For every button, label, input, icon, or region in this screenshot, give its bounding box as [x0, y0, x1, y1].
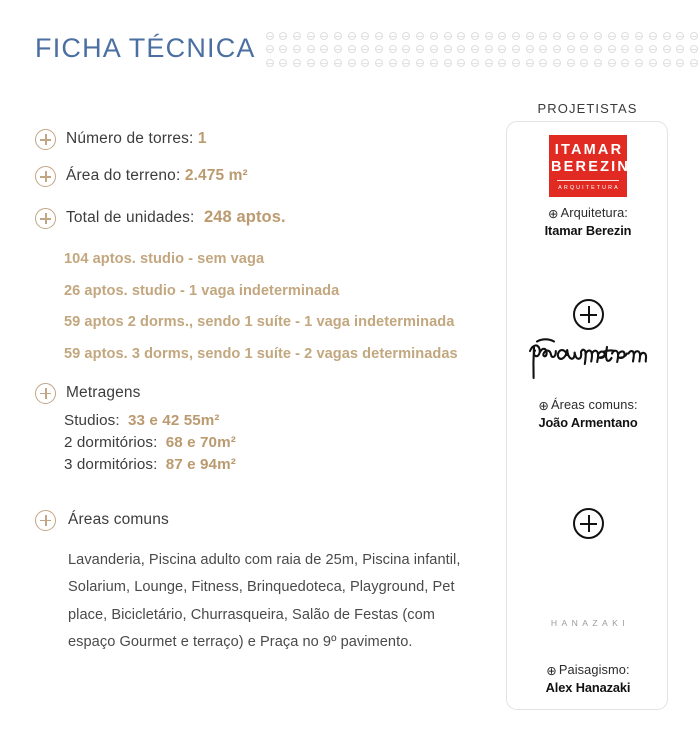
circled-plus-dot-icon	[593, 44, 607, 58]
circled-plus-dot-icon	[538, 57, 552, 71]
circled-plus-dot-icon	[579, 30, 593, 44]
circled-plus-dot-icon	[305, 57, 319, 71]
fact-label: Área do terreno:	[66, 167, 185, 184]
circled-plus-dot-icon	[305, 30, 319, 44]
projetistas-card	[506, 121, 668, 710]
circled-plus-dot-icon	[593, 30, 607, 44]
fact-value: 2.475 m²	[184, 167, 248, 184]
circled-plus-pattern-icon	[264, 30, 700, 72]
circled-plus-dot-icon	[278, 30, 292, 44]
circled-plus-dot-icon	[497, 44, 511, 58]
circled-plus-dot-icon	[456, 57, 470, 71]
circled-plus-dot-icon	[606, 44, 620, 58]
projetista-role	[507, 662, 669, 678]
circled-plus-dot-icon	[332, 57, 346, 71]
circled-plus-dot-icon	[606, 30, 620, 44]
metragens-heading-row	[0, 382, 500, 410]
page-header	[0, 0, 700, 100]
circled-plus-dot-icon	[483, 30, 497, 44]
circled-plus-dot-icon	[291, 44, 305, 58]
circled-plus-dot-icon	[634, 44, 648, 58]
circled-plus-dot-icon	[620, 44, 634, 58]
circled-plus-dot-icon	[428, 44, 442, 58]
plus-circle-icon	[35, 208, 56, 229]
circled-plus-dot-icon	[647, 44, 661, 58]
projetista-name: João Armentano	[538, 415, 638, 430]
areas-comuns-section	[0, 509, 500, 657]
circled-plus-dot-icon	[565, 57, 579, 71]
circled-plus-dot-icon	[401, 30, 415, 44]
fact-label: Total de unidades:	[66, 209, 199, 226]
projetistas-title: PROJETISTAS	[537, 101, 638, 116]
circled-plus-icon: ⊕	[546, 664, 557, 678]
circled-plus-dot-icon	[497, 30, 511, 44]
fact-row-total-de-unidades	[0, 207, 500, 235]
circled-plus-dot-icon	[374, 44, 388, 58]
circled-plus-dot-icon	[387, 57, 401, 71]
metragem-row-2-dormitorios	[0, 434, 500, 451]
fact-row-numero-de-torres	[0, 128, 500, 156]
circled-plus-dot-icon	[319, 30, 333, 44]
metragem-label: 2 dormitórios:	[64, 433, 162, 451]
metragem-label: 3 dormitórios:	[64, 455, 162, 473]
circled-plus-dot-icon	[620, 30, 634, 44]
circled-plus-dot-icon	[415, 44, 429, 58]
circled-plus-dot-icon	[360, 30, 374, 44]
circled-plus-dot-icon	[332, 44, 346, 58]
circled-plus-dot-icon	[319, 44, 333, 58]
projetista-entry-arquitetura	[507, 138, 669, 238]
circled-plus-dot-icon	[510, 30, 524, 44]
section-heading: Metragens	[66, 383, 141, 401]
circled-plus-dot-icon	[387, 44, 401, 58]
circled-plus-dot-icon	[278, 44, 292, 58]
unit-breakdown-list	[0, 251, 500, 362]
circled-plus-dot-icon	[675, 44, 689, 58]
circled-plus-dot-icon	[593, 57, 607, 71]
circled-plus-dot-icon	[278, 57, 292, 71]
metragem-row-studios	[0, 412, 500, 429]
circled-plus-icon: ⊕	[538, 399, 549, 413]
projetista-role-label: Arquitetura:	[560, 205, 628, 220]
circled-plus-dot-icon	[634, 30, 648, 44]
areas-comuns-body: Lavanderia, Piscina adulto com raia de 25m, Piscina infantil, Solarium, Lounge, Fitness, Brinquedoteca, Playground, Pet place, Bicicletário, Churrasqueira, Salão de Festas (com espaço Gourmet e terraço) e Praça no 9º pavimento.	[68, 551, 461, 650]
hanazaki-logo-text: HANAZAKI	[550, 618, 630, 628]
circled-plus-dot-icon	[415, 30, 429, 44]
metragem-value: 33 e 42 55m²	[128, 411, 220, 429]
page-title: FICHA TÉCNICA	[35, 33, 256, 63]
plus-circle-divider-icon	[573, 508, 604, 539]
circled-plus-dot-icon	[551, 44, 565, 58]
list-item: 59 aptos 2 dorms., sendo 1 suíte - 1 vaga indeterminada	[64, 314, 455, 330]
circled-plus-dot-icon	[374, 57, 388, 71]
circled-plus-dot-icon	[442, 30, 456, 44]
logo-subtitle: ARQUITETURA	[558, 185, 620, 191]
projetista-role-label: Áreas comuns:	[550, 397, 638, 412]
circled-plus-dot-icon	[538, 44, 552, 58]
circled-plus-dot-icon	[415, 57, 429, 71]
projetista-role	[507, 397, 669, 413]
fact-row-area-do-terreno	[0, 165, 500, 193]
circled-plus-dot-icon	[456, 44, 470, 58]
circled-plus-dot-icon	[661, 44, 675, 58]
circled-plus-dot-icon	[688, 57, 700, 71]
circled-plus-dot-icon	[346, 57, 360, 71]
section-heading: Áreas comuns	[68, 510, 169, 528]
projetista-role	[507, 205, 669, 221]
circled-plus-dot-icon	[428, 57, 442, 71]
metragem-label: Studios:	[64, 411, 124, 429]
circled-plus-dot-icon	[688, 30, 700, 44]
plus-circle-icon	[35, 129, 56, 150]
circled-plus-dot-icon	[524, 30, 538, 44]
circled-plus-dot-icon	[510, 57, 524, 71]
circled-plus-dot-icon	[483, 44, 497, 58]
circled-plus-dot-icon	[442, 57, 456, 71]
circled-plus-icon: ⊕	[548, 207, 559, 221]
circled-plus-dot-icon	[374, 30, 388, 44]
circled-plus-dot-icon	[332, 30, 346, 44]
circled-plus-dot-icon	[456, 30, 470, 44]
circled-plus-dot-icon	[524, 44, 538, 58]
circled-plus-dot-icon	[401, 44, 415, 58]
circled-plus-dot-icon	[647, 57, 661, 71]
circled-plus-dot-icon	[497, 57, 511, 71]
circled-plus-dot-icon	[675, 57, 689, 71]
hanazaki-logo	[507, 595, 669, 651]
areas-comuns-heading-row	[0, 509, 500, 537]
circled-plus-dot-icon	[579, 57, 593, 71]
circled-plus-dot-icon	[319, 57, 333, 71]
circled-plus-dot-icon	[264, 30, 278, 44]
projetista-name: Itamar Berezin	[544, 223, 632, 238]
spacer	[507, 539, 669, 595]
joao-armentano-signature	[507, 330, 669, 386]
list-item: 104 aptos. studio - sem vaga	[64, 251, 265, 267]
metragem-row-3-dormitorios	[0, 456, 500, 473]
circled-plus-dot-icon	[661, 57, 675, 71]
circled-plus-dot-icon	[469, 44, 483, 58]
itamar-berezin-logo	[507, 138, 669, 194]
metragem-value: 68 e 70m²	[165, 433, 236, 451]
circled-plus-dot-icon	[524, 57, 538, 71]
circled-plus-dot-icon	[469, 30, 483, 44]
circled-plus-dot-icon	[387, 30, 401, 44]
circled-plus-dot-icon	[579, 44, 593, 58]
list-item: 26 aptos. studio - 1 vaga indeterminada	[64, 282, 340, 299]
fact-value: 248 aptos.	[203, 208, 286, 226]
circled-plus-dot-icon	[634, 57, 648, 71]
circled-plus-dot-icon	[565, 44, 579, 58]
circled-plus-dot-icon	[483, 57, 497, 71]
plus-circle-icon	[35, 166, 56, 187]
circled-plus-dot-icon	[606, 57, 620, 71]
projetista-entry-areas-comuns	[507, 299, 669, 430]
circled-plus-dot-icon	[538, 30, 552, 44]
circled-plus-dot-icon	[510, 44, 524, 58]
circled-plus-dot-icon	[264, 57, 278, 71]
circled-plus-dot-icon	[264, 44, 278, 58]
technical-sheet-content	[0, 128, 500, 657]
circled-plus-dot-icon	[551, 57, 565, 71]
circled-plus-dot-icon	[360, 44, 374, 58]
circled-plus-dot-icon	[442, 44, 456, 58]
plus-circle-icon	[35, 383, 56, 404]
circled-plus-dot-icon	[661, 30, 675, 44]
circled-plus-dot-icon	[469, 57, 483, 71]
projetista-entry-paisagismo	[507, 508, 669, 695]
projetista-role-label: Paisagismo:	[558, 662, 630, 677]
circled-plus-dot-icon	[675, 30, 689, 44]
plus-circle-divider-icon	[573, 299, 604, 330]
metragens-section	[0, 382, 500, 473]
circled-plus-dot-icon	[551, 30, 565, 44]
logo-line-2: BEREZIN	[551, 159, 631, 175]
logo-divider	[557, 180, 619, 181]
circled-plus-dot-icon	[305, 44, 319, 58]
circled-plus-dot-icon	[291, 57, 305, 71]
plus-circle-icon	[35, 510, 56, 531]
circled-plus-dot-icon	[360, 57, 374, 71]
circled-plus-dot-icon	[565, 30, 579, 44]
circled-plus-dot-icon	[647, 30, 661, 44]
circled-plus-dot-icon	[346, 44, 360, 58]
circled-plus-dot-icon	[688, 44, 700, 58]
projetista-name: Alex Hanazaki	[545, 680, 631, 695]
circled-plus-dot-icon	[401, 57, 415, 71]
metragem-value: 87 e 94m²	[165, 455, 236, 473]
list-item: 59 aptos. 3 dorms, sendo 1 suíte - 2 vagas determinadas	[64, 345, 458, 362]
circled-plus-dot-icon	[291, 30, 305, 44]
circled-plus-dot-icon	[346, 30, 360, 44]
logo-line-1: ITAMAR	[554, 142, 624, 158]
circled-plus-dot-icon	[620, 57, 634, 71]
fact-value: 1	[197, 130, 207, 147]
circled-plus-dot-icon	[428, 30, 442, 44]
fact-label: Número de torres:	[66, 130, 198, 147]
